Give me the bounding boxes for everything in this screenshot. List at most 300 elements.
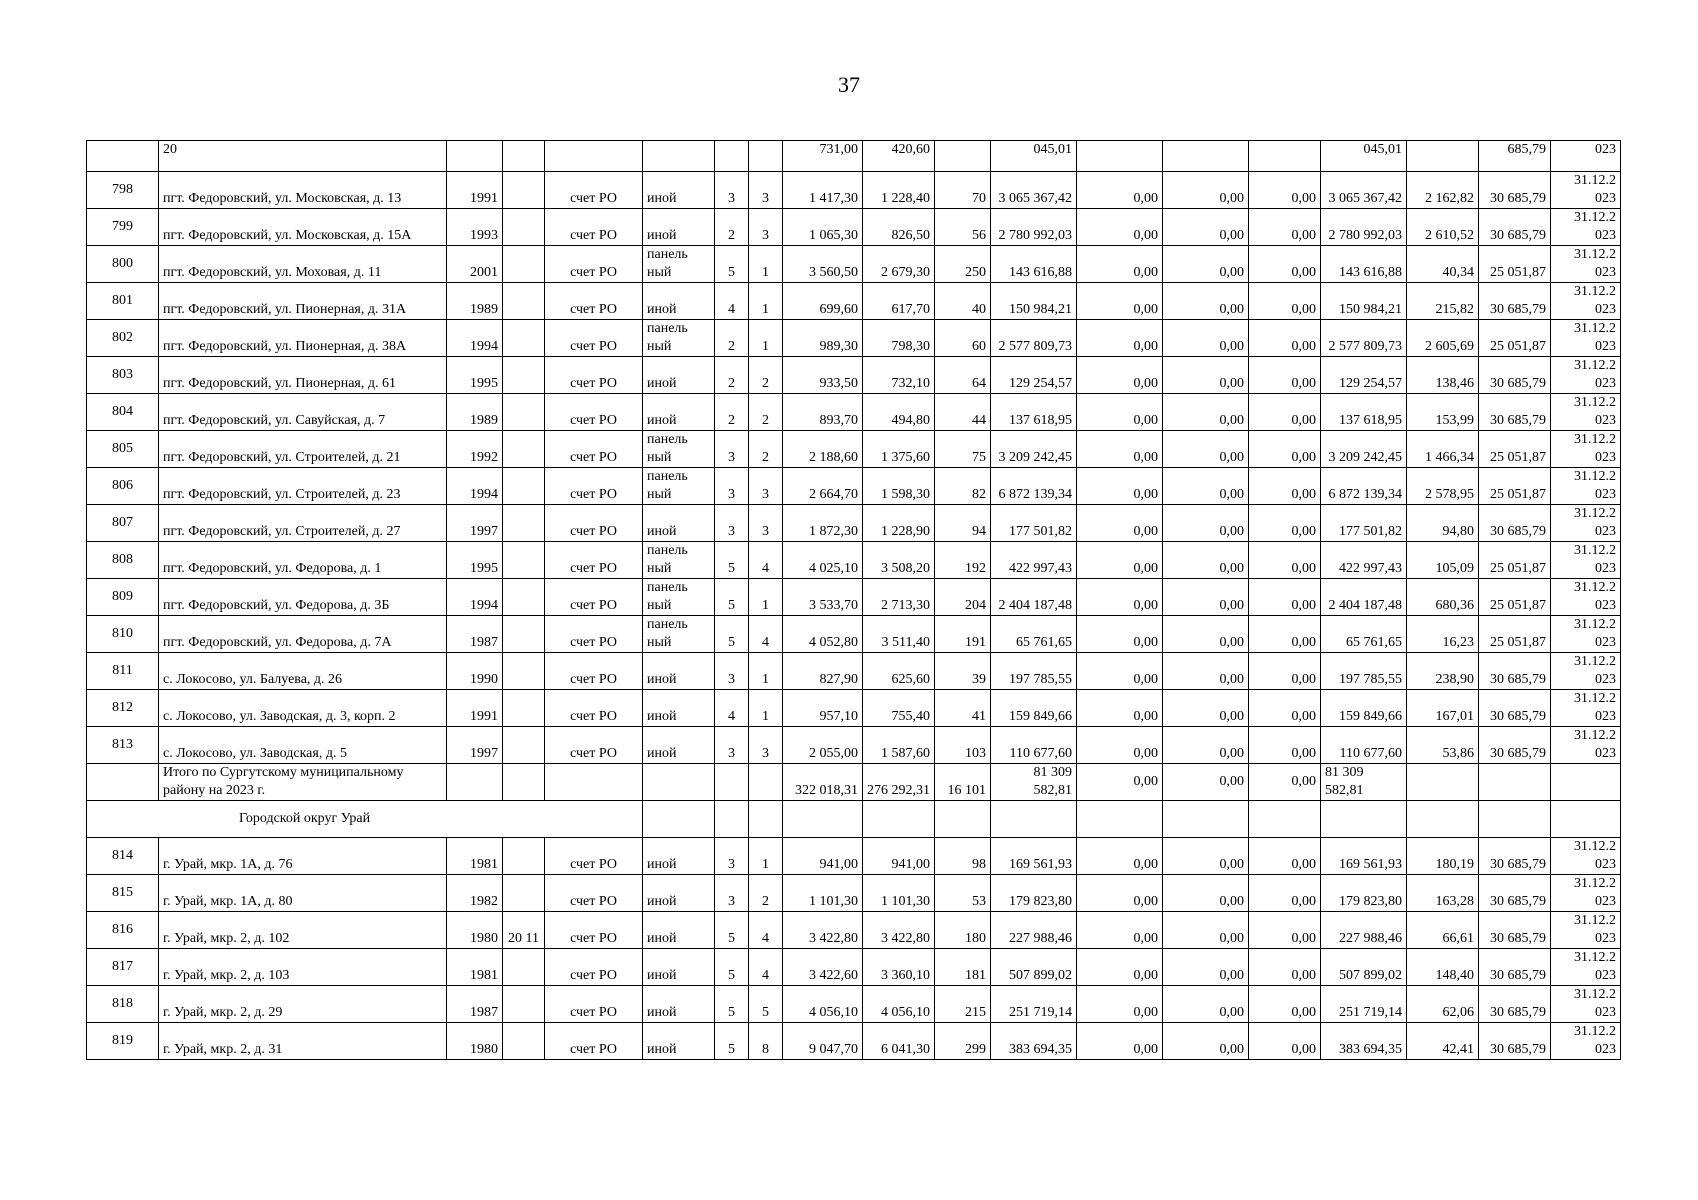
empty-cell	[1551, 801, 1621, 838]
cell-fund-3: 0,00	[1249, 690, 1321, 727]
cell-fund-1: 0,00	[1077, 357, 1163, 394]
cell-fund: счет РО	[545, 320, 643, 357]
cell-fund-3: 0,00	[1249, 727, 1321, 764]
cell-year: 1994	[447, 320, 503, 357]
cell-floors: 2	[715, 209, 749, 246]
cell-number	[87, 764, 159, 801]
cell-entrances: 2	[749, 394, 783, 431]
cell-unit-cost: 66,61	[1407, 912, 1479, 949]
cell-floors: 5	[715, 912, 749, 949]
cell-area-total: 941,00	[783, 838, 863, 875]
cell-area-living: 3 511,40	[863, 616, 935, 653]
cell-max-cost: 30 685,79	[1479, 690, 1551, 727]
cell-unit-cost: 62,06	[1407, 986, 1479, 1023]
cell-year-renovation	[503, 172, 545, 209]
cell-year: 1989	[447, 394, 503, 431]
cell-fund-2: 0,00	[1163, 727, 1249, 764]
cell-cost: 143 616,88	[991, 246, 1077, 283]
cell-number: 803	[87, 357, 159, 394]
cell-entrances: 1	[749, 579, 783, 616]
cell-area-living: 826,50	[863, 209, 935, 246]
cell-fund: счет РО	[545, 357, 643, 394]
cell-unit-cost: 167,01	[1407, 690, 1479, 727]
cell-fund: счет РО	[545, 912, 643, 949]
cell-fund: счет РО	[545, 283, 643, 320]
cell-address: с. Локосово, ул. Заводская, д. 3, корп. 2	[159, 690, 447, 727]
cell-area-total: 3 422,80	[783, 912, 863, 949]
cell-floors: 5	[715, 616, 749, 653]
cell-fund-3: 0,00	[1249, 838, 1321, 875]
cell-unit-cost: 680,36	[1407, 579, 1479, 616]
table-row	[87, 283, 1621, 320]
empty-cell	[643, 801, 715, 838]
cell-year	[447, 764, 503, 801]
cell-year-renovation	[503, 209, 545, 246]
cell-max-cost: 25 051,87	[1479, 616, 1551, 653]
cell-year	[447, 141, 503, 172]
cell-deadline: 31.12.2 023	[1551, 727, 1621, 764]
cell-entrances: 1	[749, 690, 783, 727]
cell-fund-3: 0,00	[1249, 357, 1321, 394]
cell-people: 44	[935, 394, 991, 431]
cell-area-living: 1 228,90	[863, 505, 935, 542]
cell-fund-3: 0,00	[1249, 949, 1321, 986]
cell-number: 813	[87, 727, 159, 764]
cell-floors: 5	[715, 986, 749, 1023]
cell-deadline: 31.12.2 023	[1551, 468, 1621, 505]
cell-year-renovation	[503, 949, 545, 986]
cell-entrances: 1	[749, 246, 783, 283]
cell-deadline: 31.12.2 023	[1551, 209, 1621, 246]
cell-year: 1980	[447, 912, 503, 949]
cell-area-total: 933,50	[783, 357, 863, 394]
cell-floors: 5	[715, 949, 749, 986]
cell-unit-cost: 2 162,82	[1407, 172, 1479, 209]
cell-unit-cost: 2 610,52	[1407, 209, 1479, 246]
cell-fund-2: 0,00	[1163, 616, 1249, 653]
cell-people: 75	[935, 431, 991, 468]
cell-area-total: 699,60	[783, 283, 863, 320]
cell-entrances	[749, 764, 783, 801]
cell-cost: 2 577 809,73	[991, 320, 1077, 357]
cell-fund: счет РО	[545, 727, 643, 764]
cell-floors: 3	[715, 505, 749, 542]
cell-cost: 045,01	[991, 141, 1077, 172]
cell-address: г. Урай, мкр. 1А, д. 80	[159, 875, 447, 912]
cell-fund-3: 0,00	[1249, 505, 1321, 542]
cell-year-renovation	[503, 875, 545, 912]
cell-address: пгт. Федоровский, ул. Пионерная, д. 31А	[159, 283, 447, 320]
cell-fund-3: 0,00	[1249, 283, 1321, 320]
cell-people: 98	[935, 838, 991, 875]
cell-people: 40	[935, 283, 991, 320]
cell-fund-3: 0,00	[1249, 875, 1321, 912]
cell-owners: 129 254,57	[1321, 357, 1407, 394]
table-row	[87, 912, 1621, 949]
empty-cell	[1479, 801, 1551, 838]
cell-wall: панель ный	[643, 320, 715, 357]
cell-area-living: 755,40	[863, 690, 935, 727]
cell-fund-1: 0,00	[1077, 468, 1163, 505]
cell-address: пгт. Федоровский, ул. Пионерная, д. 61	[159, 357, 447, 394]
cell-year: 1981	[447, 838, 503, 875]
cell-area-living: 6 041,30	[863, 1023, 935, 1060]
cell-max-cost: 25 051,87	[1479, 320, 1551, 357]
cell-cost: 251 719,14	[991, 986, 1077, 1023]
cell-fund-1: 0,00	[1077, 394, 1163, 431]
cell-wall: иной	[643, 209, 715, 246]
cell-floors: 2	[715, 320, 749, 357]
cell-max-cost: 25 051,87	[1479, 431, 1551, 468]
cell-entrances: 4	[749, 616, 783, 653]
cell-fund-3: 0,00	[1249, 246, 1321, 283]
cell-fund-3: 0,00	[1249, 1023, 1321, 1060]
cell-fund-2: 0,00	[1163, 246, 1249, 283]
cell-floors: 5	[715, 246, 749, 283]
cell-year: 1982	[447, 875, 503, 912]
cell-area-living: 494,80	[863, 394, 935, 431]
cell-cost: 197 785,55	[991, 653, 1077, 690]
table-row	[87, 320, 1621, 357]
cell-wall: иной	[643, 505, 715, 542]
cell-unit-cost: 53,86	[1407, 727, 1479, 764]
cell-fund-2: 0,00	[1163, 431, 1249, 468]
cell-owners: 177 501,82	[1321, 505, 1407, 542]
cell-wall: иной	[643, 949, 715, 986]
cell-area-total: 9 047,70	[783, 1023, 863, 1060]
cell-fund-3: 0,00	[1249, 431, 1321, 468]
cell-wall: панель ный	[643, 616, 715, 653]
cell-cost: 6 872 139,34	[991, 468, 1077, 505]
cell-area-living: 2 679,30	[863, 246, 935, 283]
cell-address: г. Урай, мкр. 2, д. 31	[159, 1023, 447, 1060]
cell-address: г. Урай, мкр. 2, д. 102	[159, 912, 447, 949]
cell-wall: иной	[643, 1023, 715, 1060]
cell-area-total: 2 664,70	[783, 468, 863, 505]
cell-fund-3: 0,00	[1249, 394, 1321, 431]
table-row	[87, 949, 1621, 986]
cell-wall	[643, 141, 715, 172]
cell-number: 807	[87, 505, 159, 542]
cell-floors: 3	[715, 838, 749, 875]
cell-entrances: 4	[749, 542, 783, 579]
cell-fund: счет РО	[545, 579, 643, 616]
empty-cell	[783, 801, 863, 838]
cell-year: 1995	[447, 542, 503, 579]
cell-area-total: 989,30	[783, 320, 863, 357]
cell-owners: 227 988,46	[1321, 912, 1407, 949]
cell-deadline: 31.12.2 023	[1551, 986, 1621, 1023]
table-row	[87, 838, 1621, 875]
subtotal-cost: 81 309 582,81	[991, 764, 1077, 801]
cell-fund-2: 0,00	[1163, 172, 1249, 209]
cell-number: 818	[87, 986, 159, 1023]
cell-cost: 2 404 187,48	[991, 579, 1077, 616]
cell-area-living: 1 375,60	[863, 431, 935, 468]
cell-area-living: 3 422,80	[863, 912, 935, 949]
cell-cost: 227 988,46	[991, 912, 1077, 949]
cell-fund: счет РО	[545, 431, 643, 468]
table-row	[87, 246, 1621, 283]
cell-fund-1: 0,00	[1077, 505, 1163, 542]
cell-address: пгт. Федоровский, ул. Федорова, д. 7А	[159, 616, 447, 653]
cell-owners: 110 677,60	[1321, 727, 1407, 764]
cell-address: пгт. Федоровский, ул. Пионерная, д. 38А	[159, 320, 447, 357]
cell-fund-2: 0,00	[1163, 579, 1249, 616]
cell-cost: 65 761,65	[991, 616, 1077, 653]
empty-cell	[1163, 801, 1249, 838]
cell-floors: 5	[715, 542, 749, 579]
cell-entrances: 5	[749, 986, 783, 1023]
cell-area-living: 3 360,10	[863, 949, 935, 986]
cell-area-living: 2 713,30	[863, 579, 935, 616]
cell-people: 64	[935, 357, 991, 394]
cell-deadline: 31.12.2 023	[1551, 1023, 1621, 1060]
cell-cost: 507 899,02	[991, 949, 1077, 986]
table-row	[87, 1023, 1621, 1060]
cell-fund-1: 0,00	[1077, 690, 1163, 727]
cell-deadline: 31.12.2 023	[1551, 320, 1621, 357]
cell-floors: 3	[715, 172, 749, 209]
cell-fund-1: 0,00	[1077, 653, 1163, 690]
cell-fund-3: 0,00	[1249, 542, 1321, 579]
cell-fund: счет РО	[545, 394, 643, 431]
cell-unit-cost: 40,34	[1407, 246, 1479, 283]
cell-address: пгт. Федоровский, ул. Савуйская, д. 7	[159, 394, 447, 431]
cell-fund	[545, 141, 643, 172]
cell-max-cost: 30 685,79	[1479, 283, 1551, 320]
cell-floors: 2	[715, 357, 749, 394]
cell-owners: 159 849,66	[1321, 690, 1407, 727]
cell-address: г. Урай, мкр. 1А, д. 76	[159, 838, 447, 875]
cell-number: 817	[87, 949, 159, 986]
cell-max-cost: 30 685,79	[1479, 875, 1551, 912]
cell-year: 1991	[447, 172, 503, 209]
subtotal-owners: 81 309 582,81	[1321, 764, 1407, 801]
cell-year-renovation	[503, 1023, 545, 1060]
cell-fund: счет РО	[545, 542, 643, 579]
cell-cost: 3 209 242,45	[991, 431, 1077, 468]
subtotal-label: Итого по Сургутскому муниципальному району на 2023 г.	[159, 764, 447, 801]
cell-fund-3: 0,00	[1249, 986, 1321, 1023]
cell-year-renovation	[503, 986, 545, 1023]
cell-max-cost: 30 685,79	[1479, 357, 1551, 394]
cell-cost: 3 065 367,42	[991, 172, 1077, 209]
cell-address: пгт. Федоровский, ул. Федорова, д. 1	[159, 542, 447, 579]
cell-fund-2	[1163, 141, 1249, 172]
cell-address: пгт. Федоровский, ул. Строителей, д. 23	[159, 468, 447, 505]
empty-cell	[749, 801, 783, 838]
cell-people: 192	[935, 542, 991, 579]
page-number: 37	[838, 72, 860, 97]
cell-address: пгт. Федоровский, ул. Строителей, д. 27	[159, 505, 447, 542]
subtotal-fund-2: 0,00	[1163, 764, 1249, 801]
cell-fund-2: 0,00	[1163, 505, 1249, 542]
cell-year-renovation	[503, 141, 545, 172]
cell-address: с. Локосово, ул. Балуева, д. 26	[159, 653, 447, 690]
cell-fund-1: 0,00	[1077, 616, 1163, 653]
cell-people: 56	[935, 209, 991, 246]
cell-people: 70	[935, 172, 991, 209]
cell-people: 250	[935, 246, 991, 283]
cell-fund-2: 0,00	[1163, 283, 1249, 320]
cell-max-cost: 25 051,87	[1479, 468, 1551, 505]
cell-year: 1992	[447, 431, 503, 468]
cell-fund	[545, 764, 643, 801]
cell-area-living: 3 508,20	[863, 542, 935, 579]
cell-fund: счет РО	[545, 986, 643, 1023]
cell-year: 1991	[447, 690, 503, 727]
cell-fund-1: 0,00	[1077, 986, 1163, 1023]
cell-cost: 150 984,21	[991, 283, 1077, 320]
cell-address: с. Локосово, ул. Заводская, д. 5	[159, 727, 447, 764]
cell-number: 815	[87, 875, 159, 912]
table-row	[87, 505, 1621, 542]
cell-owners: 179 823,80	[1321, 875, 1407, 912]
cell-max-cost: 30 685,79	[1479, 727, 1551, 764]
cell-area-total: 4 025,10	[783, 542, 863, 579]
cell-year-renovation	[503, 468, 545, 505]
cell-wall: иной	[643, 912, 715, 949]
cell-cost: 179 823,80	[991, 875, 1077, 912]
cell-entrances: 1	[749, 653, 783, 690]
cell-number: 808	[87, 542, 159, 579]
empty-cell	[1077, 801, 1163, 838]
cell-wall: иной	[643, 690, 715, 727]
cell-number: 809	[87, 579, 159, 616]
cell-max-cost: 30 685,79	[1479, 986, 1551, 1023]
cell-fund-1	[1077, 141, 1163, 172]
cell-floors	[715, 764, 749, 801]
cell-owners: 137 618,95	[1321, 394, 1407, 431]
cell-fund-1: 0,00	[1077, 209, 1163, 246]
cell-max-cost: 30 685,79	[1479, 172, 1551, 209]
cell-number: 800	[87, 246, 159, 283]
cell-fund-1: 0,00	[1077, 283, 1163, 320]
cell-fund-3: 0,00	[1249, 912, 1321, 949]
cell-year-renovation	[503, 653, 545, 690]
cell-max-cost: 25 051,87	[1479, 246, 1551, 283]
cell-fund: счет РО	[545, 949, 643, 986]
cell-deadline: 31.12.2 023	[1551, 912, 1621, 949]
cell-fund-1: 0,00	[1077, 320, 1163, 357]
cell-entrances: 2	[749, 431, 783, 468]
cell-address: 20	[159, 141, 447, 172]
cell-people: 215	[935, 986, 991, 1023]
cell-people: 181	[935, 949, 991, 986]
cell-unit-cost: 138,46	[1407, 357, 1479, 394]
cell-people: 60	[935, 320, 991, 357]
table-row	[87, 394, 1621, 431]
cell-owners: 143 616,88	[1321, 246, 1407, 283]
table-row	[87, 690, 1621, 727]
cell-address: г. Урай, мкр. 2, д. 103	[159, 949, 447, 986]
cell-area-living: 732,10	[863, 357, 935, 394]
cell-number: 801	[87, 283, 159, 320]
cell-unit-cost: 238,90	[1407, 653, 1479, 690]
subtotal-row	[87, 764, 1621, 801]
cell-fund-1: 0,00	[1077, 246, 1163, 283]
cell-entrances: 3	[749, 505, 783, 542]
cell-entrances: 1	[749, 320, 783, 357]
cell-deadline: 31.12.2 023	[1551, 690, 1621, 727]
cell-year: 2001	[447, 246, 503, 283]
cell-area-total: 3 422,60	[783, 949, 863, 986]
cell-entrances: 1	[749, 838, 783, 875]
cell-deadline: 31.12.2 023	[1551, 505, 1621, 542]
cell-year: 1981	[447, 949, 503, 986]
cell-owners: 251 719,14	[1321, 986, 1407, 1023]
empty-cell	[935, 801, 991, 838]
cell-deadline: 31.12.2 023	[1551, 616, 1621, 653]
cell-owners: 507 899,02	[1321, 949, 1407, 986]
cell-area-total: 731,00	[783, 141, 863, 172]
cell-area-total: 4 056,10	[783, 986, 863, 1023]
cell-year: 1994	[447, 468, 503, 505]
cell-fund-2: 0,00	[1163, 542, 1249, 579]
cell-wall: панель ный	[643, 468, 715, 505]
cell-year: 1997	[447, 727, 503, 764]
cell-year: 1987	[447, 616, 503, 653]
cell-year-renovation	[503, 283, 545, 320]
cell-max-cost: 30 685,79	[1479, 1023, 1551, 1060]
cell-entrances: 3	[749, 209, 783, 246]
cell-fund: счет РО	[545, 172, 643, 209]
cell-fund-2: 0,00	[1163, 912, 1249, 949]
cell-unit-cost: 163,28	[1407, 875, 1479, 912]
cell-cost: 110 677,60	[991, 727, 1077, 764]
cell-cost: 169 561,93	[991, 838, 1077, 875]
cell-area-living: 1 101,30	[863, 875, 935, 912]
cell-owners: 2 404 187,48	[1321, 579, 1407, 616]
cell-address: пгт. Федоровский, ул. Строителей, д. 21	[159, 431, 447, 468]
empty-cell	[1321, 801, 1407, 838]
cell-year-renovation	[503, 320, 545, 357]
cell-fund-3	[1249, 141, 1321, 172]
cell-address: пгт. Федоровский, ул. Моховая, д. 11	[159, 246, 447, 283]
cell-fund-3: 0,00	[1249, 209, 1321, 246]
cell-address: пгт. Федоровский, ул. Московская, д. 13	[159, 172, 447, 209]
cell-fund-2: 0,00	[1163, 394, 1249, 431]
cell-deadline: 31.12.2 023	[1551, 653, 1621, 690]
cell-fund-2: 0,00	[1163, 986, 1249, 1023]
continuation-row	[87, 141, 1621, 172]
cell-fund: счет РО	[545, 246, 643, 283]
cell-year-renovation	[503, 616, 545, 653]
table-row	[87, 653, 1621, 690]
cell-unit-cost: 153,99	[1407, 394, 1479, 431]
cell-year-renovation	[503, 690, 545, 727]
empty-cell	[1407, 801, 1479, 838]
cell-fund-1: 0,00	[1077, 838, 1163, 875]
cell-max-cost: 30 685,79	[1479, 209, 1551, 246]
cell-unit-cost: 94,80	[1407, 505, 1479, 542]
cell-area-living: 1 598,30	[863, 468, 935, 505]
subtotal-fund-1: 0,00	[1077, 764, 1163, 801]
cell-number: 798	[87, 172, 159, 209]
cell-year-renovation	[503, 764, 545, 801]
cell-number: 819	[87, 1023, 159, 1060]
cell-owners: 2 577 809,73	[1321, 320, 1407, 357]
cell-deadline: 31.12.2 023	[1551, 949, 1621, 986]
cell-deadline: 31.12.2 023	[1551, 357, 1621, 394]
cell-owners: 197 785,55	[1321, 653, 1407, 690]
cell-cost: 383 694,35	[991, 1023, 1077, 1060]
cell-fund-3: 0,00	[1249, 653, 1321, 690]
cell-area-living: 1 587,60	[863, 727, 935, 764]
cell-max-cost: 25 051,87	[1479, 579, 1551, 616]
section-title: Городской округ Урай	[87, 801, 643, 838]
